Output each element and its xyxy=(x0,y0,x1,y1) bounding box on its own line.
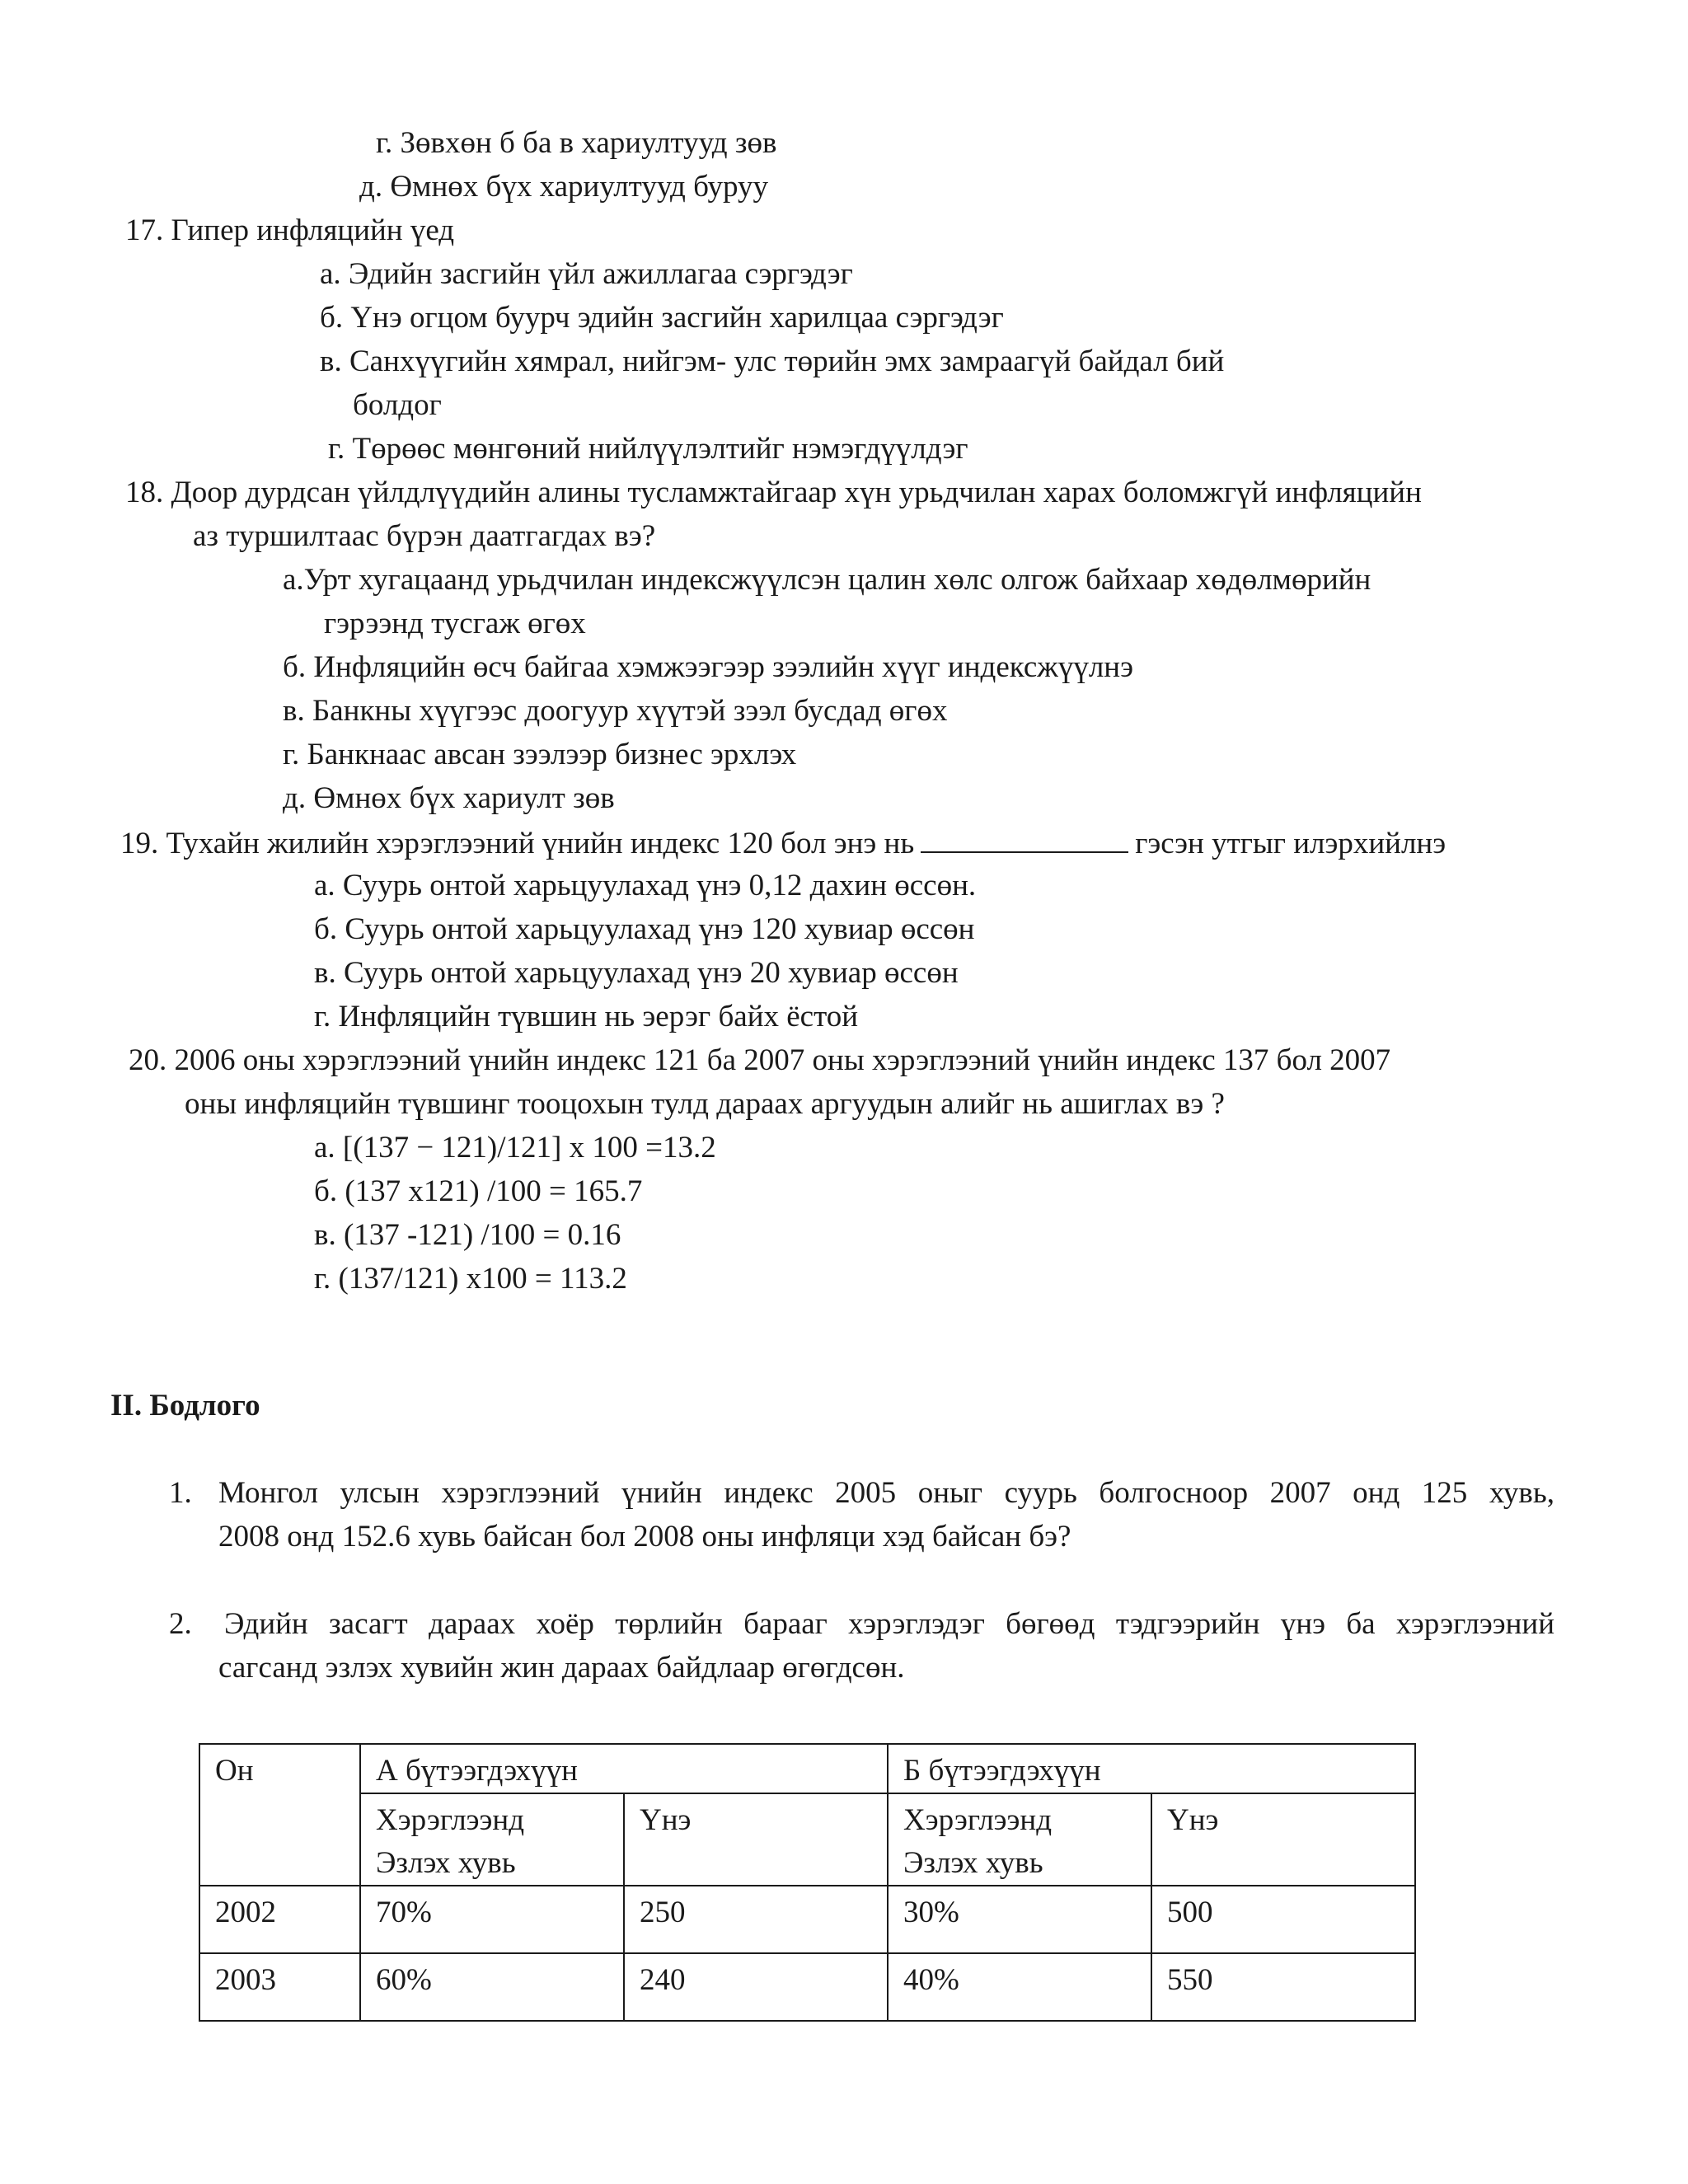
header-a-price: Үнэ xyxy=(624,1793,888,1886)
cell-b-price: 500 xyxy=(1151,1886,1415,1953)
q18-option-d: д. Өмнөх бүх хариулт зөв xyxy=(283,781,615,815)
q16-option-g: г. Зөвхөн б ба в хариултууд зөв xyxy=(376,126,777,160)
header-a-share xyxy=(360,1793,624,1886)
q20-option-a: а. [(137 − 121)/121] х 100 =13.2 xyxy=(314,1131,716,1165)
q18-option-v: в. Банкны хүүгээс доогуур хүүтэй зээл бусдад өгөх xyxy=(283,694,948,728)
header-product-a: А бүтээгдэхүүн xyxy=(360,1744,888,1793)
q18-option-b: б. Инфляцийн өсч байгаа хэмжээгээр зээлийн хүүг индексжүүлнэ xyxy=(283,650,1133,684)
q19-title-end: гэсэн утгыг илэрхийлнэ xyxy=(1135,827,1447,860)
header-year: Он xyxy=(199,1744,360,1886)
problem-2-text: Эдийн засагт дараах хоёр төрлийн барааг хэрэглэдэг бөгөөд тэдгээрийн үнэ ба хэрэглээний xyxy=(224,1607,1554,1641)
section-numeral: II xyxy=(110,1389,134,1422)
q18-title-continued: аз туршилтаас бүрэн даатгагдах вэ? xyxy=(193,519,656,553)
problem-1-number: 1. xyxy=(169,1476,192,1510)
header-b-share-line1: Хэрэглээнд xyxy=(903,1803,1053,1837)
answer-blank xyxy=(921,827,1128,853)
cell-a-share: 70% xyxy=(360,1886,624,1953)
q20-option-v: в. (137 -121) /100 = 0.16 xyxy=(314,1218,621,1252)
q20-title-continued: оны инфляцийн түвшинг тооцохын тулд дараах аргуудын алийг нь ашиглах вэ ? xyxy=(185,1087,1225,1121)
cell-a-price: 250 xyxy=(624,1886,888,1953)
header-product-b: Б бүтээгдэхүүн xyxy=(888,1744,1415,1793)
q19-option-a: а. Суурь онтой харьцуулахад үнэ 0,12 дахин өссөн. xyxy=(314,869,977,902)
q17-option-b: б. Үнэ огцом буурч эдийн засгийн харилцаа сэргэдэг xyxy=(320,301,1004,335)
q19-option-g: г. Инфляцийн түвшин нь эерэг байх ёстой xyxy=(314,1000,859,1033)
problem-2-number: 2. xyxy=(169,1607,192,1641)
cell-a-price: 240 xyxy=(624,1953,888,2021)
cell-a-share: 60% xyxy=(360,1953,624,2021)
cell-b-share: 30% xyxy=(888,1886,1151,1953)
section-title: . Бодлого xyxy=(134,1389,260,1422)
q18-option-g: г. Банкнаас авсан зээлээр бизнес эрхлэх xyxy=(283,738,797,771)
section-heading xyxy=(110,1390,260,1421)
q17-title: 17. Гипер инфляцийн үед xyxy=(125,213,455,247)
q17-option-a: а. Эдийн засгийн үйл ажиллагаа сэргэдэг xyxy=(320,257,853,291)
q19-title xyxy=(120,827,1446,859)
q19-title-start: 19. Тухайн жилийн хэрэглээний үнийн индекс 120 бол энэ нь xyxy=(120,827,915,860)
q19-option-v: в. Суурь онтой харьцуулахад үнэ 20 хувиар өссөн xyxy=(314,956,959,990)
q20-title: 20. 2006 оны хэрэглээний үнийн индекс 121 ба 2007 оны хэрэглээний үнийн индекс 137 бол 2007 xyxy=(129,1043,1391,1077)
header-a-share-line1: Хэрэглээнд xyxy=(376,1803,525,1837)
q17-option-v: в. Санхүүгийн хямрал, нийгэм- улс төрийн эмх замраагүй байдал бий xyxy=(320,344,1225,378)
q19-option-b: б. Суурь онтой харьцуулахад үнэ 120 хувиар өссөн xyxy=(314,912,975,946)
q18-option-a: а.Урт хугацаанд урьдчилан индексжүүлсэн цалин хөлс олгож байхаар хөдөлмөрийн xyxy=(283,563,1372,597)
header-b-share xyxy=(888,1793,1151,1886)
q17-option-v-continued: болдог xyxy=(353,388,442,422)
header-a-share-line2: Эзлэх хувь xyxy=(376,1846,516,1880)
q17-option-g: г. Төрөөс мөнгөний нийлүүлэлтийг нэмэгдүүлдэг xyxy=(328,432,968,466)
q18-option-a-continued: гэрээнд тусгаж өгөх xyxy=(324,607,586,640)
cell-b-share: 40% xyxy=(888,1953,1151,2021)
table-row xyxy=(199,1886,1415,1953)
q20-option-g: г. (137/121) х100 = 113.2 xyxy=(314,1262,627,1296)
cell-b-price: 550 xyxy=(1151,1953,1415,2021)
price-weight-table xyxy=(199,1743,1416,2022)
table-row xyxy=(199,1953,1415,2021)
header-b-share-line2: Эзлэх хувь xyxy=(903,1846,1043,1880)
header-b-price: Үнэ xyxy=(1151,1793,1415,1886)
cell-year: 2003 xyxy=(199,1953,360,2021)
q20-option-b: б. (137 х121) /100 = 165.7 xyxy=(314,1174,643,1208)
q16-option-d: д. Өмнөх бүх хариултууд буруу xyxy=(359,170,769,204)
q18-title: 18. Доор дурдсан үйлдлүүдийн алины тусламжтайгаар хүн урьдчилан харах боломжгүй инфляцийн xyxy=(125,476,1422,509)
problem-1-text-continued: 2008 онд 152.6 хувь байсан бол 2008 оны инфляци хэд байсан бэ? xyxy=(218,1520,1071,1554)
problem-1-text: Монгол улсын хэрэглээний үнийн индекс 2005 оныг суурь болгосноор 2007 онд 125 хувь, xyxy=(218,1476,1554,1510)
problem-2-text-continued: сагсанд эзлэх хувийн жин дараах байдлаар өгөгдсөн. xyxy=(218,1651,905,1685)
cell-year: 2002 xyxy=(199,1886,360,1953)
